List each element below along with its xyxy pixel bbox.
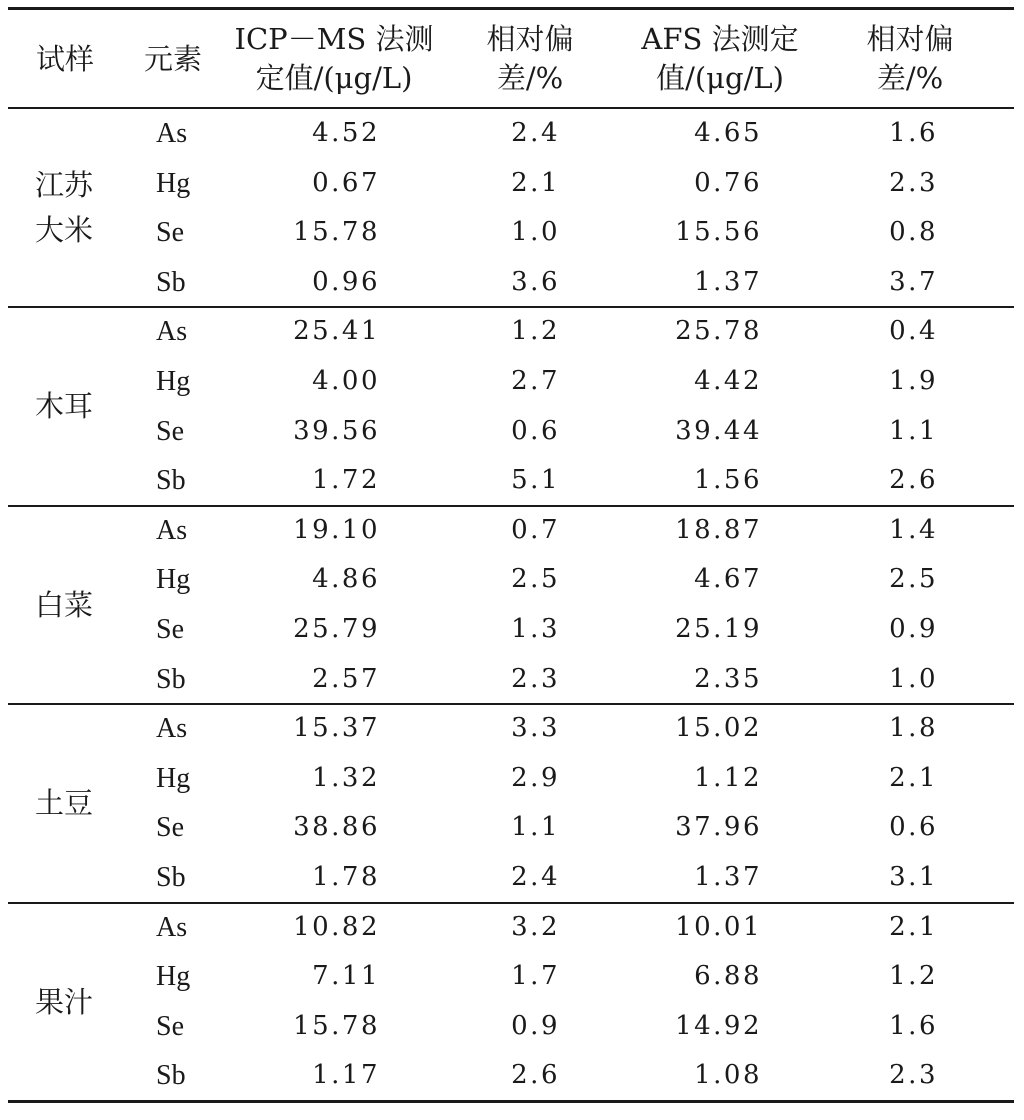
icp-rsd-cell: 2.6 [511,1060,560,1091]
icp-rsd-cell: 1.2 [511,316,560,347]
element-cell: Hg [156,762,191,794]
icp-value-cell: 10.82 [293,911,380,942]
icp-rsd-cell: 0.6 [511,415,560,446]
element-cell: As [156,911,188,943]
icp-value-cell: 15.37 [293,713,380,744]
icp-value-cell: 7.11 [312,961,380,992]
header-sample: 试样 [35,42,94,76]
afs-rsd-cell: 2.5 [889,564,938,595]
element-cell: Hg [156,564,191,596]
header-afs-rsd [850,20,970,98]
icp-value-cell: 0.96 [312,266,380,297]
sample-name-line: 果汁 [34,984,93,1019]
icp-rsd-cell: 1.7 [511,961,560,992]
icp-rsd-cell: 0.7 [511,514,560,545]
top-rule [8,7,1014,10]
icp-rsd-cell: 3.6 [511,266,560,297]
header-afs-rsd-line1: 相对偏 [866,22,954,56]
group-divider [8,902,1014,904]
afs-rsd-cell: 1.2 [889,961,938,992]
group-divider [8,306,1014,308]
icp-value-cell: 0.67 [312,167,380,198]
icp-value-cell: 15.78 [293,1010,380,1041]
element-cell: As [156,713,188,745]
afs-value-cell: 14.92 [675,1010,762,1041]
afs-rsd-cell: 2.1 [889,762,938,793]
afs-rsd-cell: 1.1 [889,415,938,446]
icp-rsd-cell: 2.1 [511,167,560,198]
icp-value-cell: 4.00 [312,366,380,396]
icp-value-cell: 4.86 [312,564,380,595]
icp-rsd-cell: 2.3 [511,663,560,694]
element-cell: As [156,316,188,348]
element-cell: Se [156,1010,184,1042]
element-cell: Hg [156,961,191,993]
icp-value-cell: 1.17 [312,1060,380,1091]
icp-value-cell: 19.10 [293,514,380,545]
icp-value-cell: 1.72 [312,465,380,496]
element-cell: As [156,514,188,546]
header-icp-value [226,20,442,98]
afs-rsd-cell: 0.4 [889,316,938,347]
afs-value-cell: 25.19 [675,614,762,644]
sample-name-line: 木耳 [34,389,93,424]
icp-rsd-cell: 2.9 [511,762,560,793]
sample-name-line: 江苏 [34,168,93,203]
element-cell: Hg [156,366,191,397]
afs-value-cell: 1.37 [694,862,762,892]
element-cell: Sb [156,266,186,298]
sample-name-line: 白菜 [34,587,93,622]
group-divider [8,703,1014,705]
icp-value-cell: 25.41 [293,316,380,347]
afs-value-cell: 15.56 [675,217,762,248]
afs-rsd-cell: 2.3 [889,1060,938,1091]
element-cell: Se [156,217,184,249]
icp-value-cell: 39.56 [293,415,380,446]
icp-rsd-cell: 0.9 [511,1010,560,1041]
afs-rsd-cell: 1.6 [889,118,938,148]
afs-rsd-cell: 0.9 [889,614,938,644]
afs-value-cell: 18.87 [675,514,762,545]
element-cell: Sb [156,862,186,893]
header-afs-value [620,20,820,98]
sample-name [34,583,94,628]
icp-rsd-cell: 5.1 [511,465,560,496]
afs-value-cell: 1.12 [694,762,762,793]
afs-rsd-cell: 1.6 [889,1010,938,1041]
group-divider [8,505,1014,507]
icp-rsd-cell: 1.3 [511,614,560,644]
element-cell: Se [156,415,184,447]
afs-value-cell: 25.78 [675,316,762,347]
icp-rsd-cell: 2.4 [511,118,560,148]
element-cell: Sb [156,1060,186,1092]
header-afs-value-line1: AFS 法测定 [641,22,799,56]
afs-rsd-cell: 0.8 [889,217,938,248]
afs-rsd-cell: 3.7 [889,266,938,297]
afs-rsd-cell: 1.4 [889,514,938,545]
sample-name [34,980,94,1025]
sample-name-line: 土豆 [34,786,93,821]
sample-name-line: 大米 [34,213,93,248]
afs-value-cell: 4.42 [694,366,762,396]
header-element: 元素 [143,42,202,76]
icp-rsd-cell: 2.4 [511,862,560,892]
afs-rsd-cell: 2.1 [889,911,938,942]
header-icp-rsd-line2: 差/% [496,61,564,95]
icp-rsd-cell: 1.0 [511,217,560,248]
icp-rsd-cell: 1.1 [511,812,560,843]
afs-value-cell: 39.44 [675,415,762,446]
icp-rsd-cell: 2.5 [511,564,560,595]
header-icp-rsd-line1: 相对偏 [486,22,574,56]
icp-value-cell: 1.78 [312,862,380,892]
header-afs-value-line2: 值/(μg/L) [656,61,784,95]
icp-value-cell: 15.78 [293,217,380,248]
element-cell: Se [156,614,184,645]
afs-rsd-cell: 1.0 [889,663,938,694]
afs-value-cell: 4.65 [694,118,762,148]
icp-rsd-cell: 3.2 [511,911,560,942]
bottom-rule [8,1100,1014,1103]
afs-rsd-cell: 1.8 [889,713,938,744]
header-icp-rsd [470,20,590,98]
afs-rsd-cell: 3.1 [889,862,938,892]
element-cell: Sb [156,663,186,695]
afs-value-cell: 1.56 [694,465,762,496]
element-cell: Hg [156,167,191,199]
icp-value-cell: 25.79 [293,614,380,644]
header-afs-rsd-line2: 差/% [876,61,944,95]
afs-value-cell: 1.08 [694,1060,762,1091]
afs-value-cell: 10.01 [675,911,762,942]
header-icp-value-line2: 定值/(μg/L) [255,61,413,95]
header-icp-value-line1: ICP－MS 法测 [234,22,434,56]
afs-value-cell: 4.67 [694,564,762,595]
element-cell: As [156,118,188,149]
sample-name [34,781,94,826]
afs-rsd-cell: 2.6 [889,465,938,496]
element-cell: Sb [156,465,186,497]
sample-name [34,384,94,429]
element-cell: Se [156,812,184,844]
afs-value-cell: 37.96 [675,812,762,843]
header-rule [8,107,1014,109]
afs-value-cell: 1.37 [694,266,762,297]
afs-rsd-cell: 0.6 [889,812,938,843]
sample-name [34,163,94,253]
afs-value-cell: 2.35 [694,663,762,694]
icp-value-cell: 38.86 [293,812,380,843]
icp-value-cell: 2.57 [312,663,380,694]
afs-value-cell: 0.76 [694,167,762,198]
afs-value-cell: 6.88 [694,961,762,992]
icp-value-cell: 4.52 [312,118,380,148]
icp-rsd-cell: 3.3 [511,713,560,744]
icp-value-cell: 1.32 [312,762,380,793]
afs-rsd-cell: 2.3 [889,167,938,198]
icp-rsd-cell: 2.7 [511,366,560,396]
afs-rsd-cell: 1.9 [889,366,938,396]
afs-value-cell: 15.02 [675,713,762,744]
